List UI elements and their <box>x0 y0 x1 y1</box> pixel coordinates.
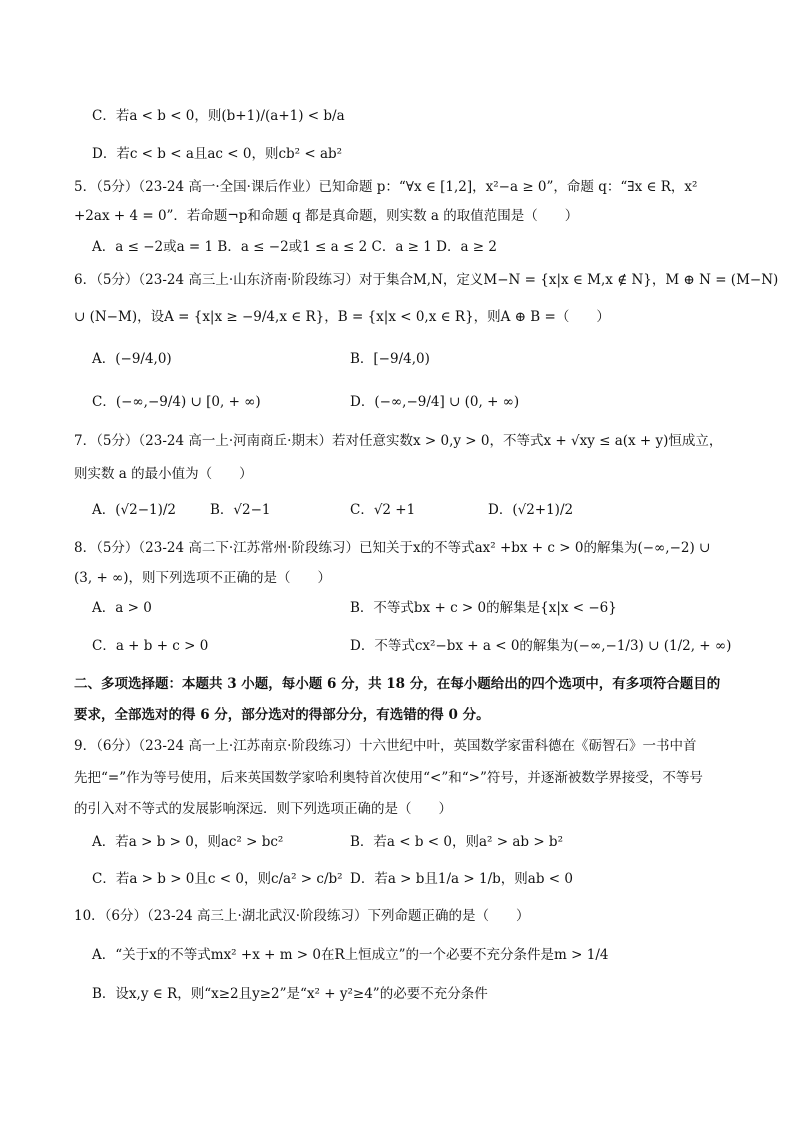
q7-option-b: B．√2−1 <box>210 502 271 518</box>
option-d-prev: D．若c < b < a且ac < 0，则cb² < ab² <box>92 146 343 162</box>
q9-line-3: 的引入对不等式的发展影响深远．则下列选项正确的是（ ） <box>74 801 452 817</box>
q8-line-1: 8．（5分）（23-24 高二下·江苏常州·阶段练习）已知关于x的不等式ax² +bx + c > 0的解集为(−∞,−2) ∪ <box>74 540 711 556</box>
section-2-heading-line-1: 二、多项选择题：本题共 3 小题，每小题 6 分，共 18 分，在每小题给出的四个选项中，有多项符合题目的 <box>74 676 721 692</box>
q5-line-2: +2ax + 4 = 0”．若命题¬p和命题 q 都是真命题，则实数 a 的取值范围是（ ） <box>74 208 579 224</box>
q8-option-c: C．a + b + c > 0 <box>92 638 209 654</box>
q9-option-b: B．若a < b < 0，则a² > ab > b² <box>350 834 563 850</box>
q8-option-a: A．a > 0 <box>92 600 152 616</box>
q6-option-c: C．(−∞,−9/4) ∪ [0, + ∞) <box>92 394 261 410</box>
q7-line-1: 7．（5分）（23-24 高一上·河南商丘·期末）若对任意实数x > 0,y > 0，不等式x + √xy ≤ a(x + y)恒成立， <box>74 433 723 449</box>
q10-option-a: A．“关于x的不等式mx² +x + m > 0在R上恒成立”的一个必要不充分条件是m > 1/4 <box>92 947 609 963</box>
q5-line-1: 5．（5分）（23-24 高一·全国·课后作业）已知命题 p：“∀x ∈ [1,2]，x²−a ≥ 0”，命题 q：“∃x ∈ R，x² <box>74 179 698 195</box>
q9-line-1: 9．（6分）（23-24 高一上·江苏南京·阶段练习）十六世纪中叶，英国数学家雷科德在《砺智石》一书中首 <box>74 738 697 754</box>
q10-line-1: 10．（6分）（23-24 高三上·湖北武汉·阶段练习）下列命题正确的是（ ） <box>74 908 530 924</box>
q6-line-2: ∪ (N−M)，设A = {x|x ≥ −9/4,x ∈ R}，B = {x|x < 0,x ∈ R}，则A ⊕ B =（ ） <box>74 309 610 325</box>
q6-option-b: B．[−9/4,0) <box>350 351 430 367</box>
section-2-heading-line-2: 要求，全部选对的得 6 分，部分选对的得部分分，有选错的得 0 分。 <box>74 707 490 723</box>
q6-line-1: 6．（5分）（23-24 高三上·山东济南·阶段练习）对于集合M,N，定义M−N = {x|x ∈ M,x ∉ N}，M ⊕ N = (M−N) <box>74 272 779 288</box>
q9-option-a: A．若a > b > 0，则ac² > bc² <box>92 834 284 850</box>
q9-line-2: 先把“=”作为等号使用，后来英国数学家哈利奥特首次使用“<”和“>”符号，并逐渐被数学界接受，不等号 <box>74 770 703 786</box>
q6-option-a: A．(−9/4,0) <box>92 351 172 367</box>
q7-option-c: C．√2 +1 <box>350 502 416 518</box>
q8-option-b: B．不等式bx + c > 0的解集是{x|x < −6} <box>350 600 617 616</box>
q7-option-d: D．(√2+1)/2 <box>488 502 574 518</box>
q9-option-d: D．若a > b且1/a > 1/b，则ab < 0 <box>350 871 573 887</box>
q8-option-d: D．不等式cx²−bx + a < 0的解集为(−∞,−1/3) ∪ (1/2, + ∞) <box>350 638 732 654</box>
q6-option-d: D．(−∞,−9/4] ∪ (0, + ∞) <box>350 394 520 410</box>
option-c-prev: C．若a < b < 0，则(b+1)/(a+1) < b/a <box>92 108 345 124</box>
q9-option-c: C．若a > b > 0且c < 0，则c/a² > c/b² <box>92 871 343 887</box>
q5-options: A．a ≤ −2或a = 1 B．a ≤ −2或1 ≤ a ≤ 2 C．a ≥ 1 D．a ≥ 2 <box>92 239 497 255</box>
q10-option-b: B．设x,y ∈ R，则“x≥2且y≥2”是“x² + y²≥4”的必要不充分条件 <box>92 986 488 1002</box>
q7-option-a: A．(√2−1)/2 <box>92 502 177 518</box>
q8-line-2: (3, + ∞)，则下列选项不正确的是（ ） <box>74 570 332 586</box>
q7-line-2: 则实数 a 的最小值为（ ） <box>74 466 253 482</box>
